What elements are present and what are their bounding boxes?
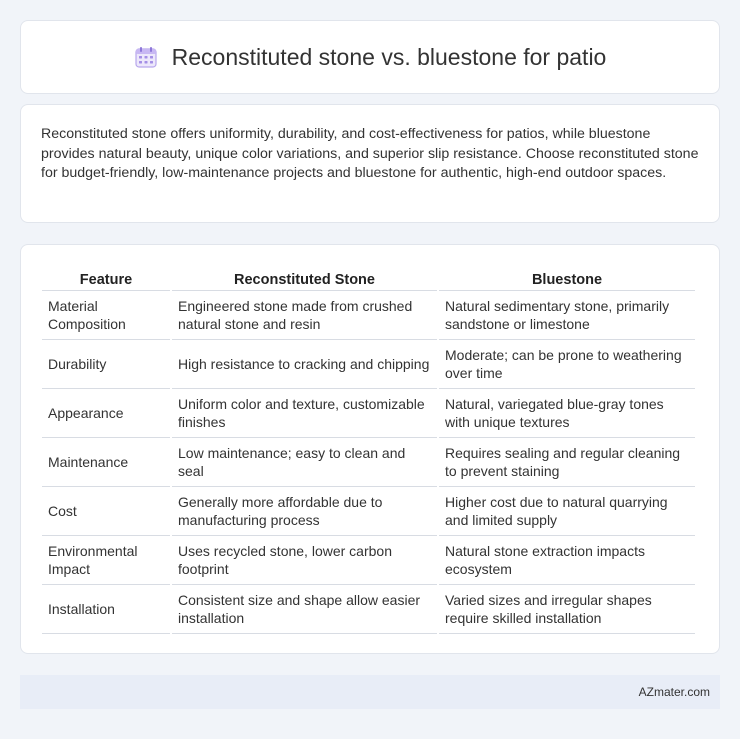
reconstituted-cell: Engineered stone made from crushed natural stone and resin [172,291,437,340]
header-reconstituted-stone: Reconstituted Stone [172,265,437,291]
bluestone-cell: Natural stone extraction impacts ecosystem [439,536,695,585]
summary-card [20,104,720,223]
footer [20,675,720,709]
table-row [42,340,695,389]
table-row [42,438,695,487]
header-feature: Feature [42,265,170,291]
reconstituted-cell: Generally more affordable due to manufacturing process [172,487,437,536]
calendar-icon [134,45,158,69]
reconstituted-cell: Uniform color and texture, customizable finishes [172,389,437,438]
bluestone-cell: Higher cost due to natural quarrying and limited supply [439,487,695,536]
feature-cell: Material Composition [42,291,170,340]
header-bluestone: Bluestone [439,265,695,291]
feature-cell: Installation [42,585,170,634]
comparison-table [40,265,697,634]
table-row [42,585,695,634]
bluestone-cell: Requires sealing and regular cleaning to prevent staining [439,438,695,487]
bluestone-cell: Varied sizes and irregular shapes require skilled installation [439,585,695,634]
reconstituted-cell: High resistance to cracking and chipping [172,340,437,389]
feature-cell: Maintenance [42,438,170,487]
table-row [42,291,695,340]
summary-text: Reconstituted stone offers uniformity, durability, and cost-effectiveness for patios, while bluestone provides natural beauty, unique color variations, and superior slip resistance. Choose reconstituted stone for budget-friendly, low-maintenance projects and bluestone for authentic, high-end outdoor spaces. [41,126,699,181]
bluestone-cell: Moderate; can be prone to weathering over time [439,340,695,389]
feature-cell: Appearance [42,389,170,438]
feature-cell: Durability [42,340,170,389]
table-row [42,536,695,585]
comparison-card [20,244,720,654]
title-card [20,20,720,94]
footer-brand: AZmater.com [638,685,710,699]
table-row [42,389,695,438]
page-title: Reconstituted stone vs. bluestone for patio [171,43,607,70]
reconstituted-cell: Consistent size and shape allow easier installation [172,585,437,634]
table-header-row [42,265,695,291]
feature-cell: Environmental Impact [42,536,170,585]
bluestone-cell: Natural sedimentary stone, primarily sandstone or limestone [439,291,695,340]
bluestone-cell: Natural, variegated blue-gray tones with unique textures [439,389,695,438]
table-row [42,487,695,536]
reconstituted-cell: Low maintenance; easy to clean and seal [172,438,437,487]
feature-cell: Cost [42,487,170,536]
reconstituted-cell: Uses recycled stone, lower carbon footprint [172,536,437,585]
